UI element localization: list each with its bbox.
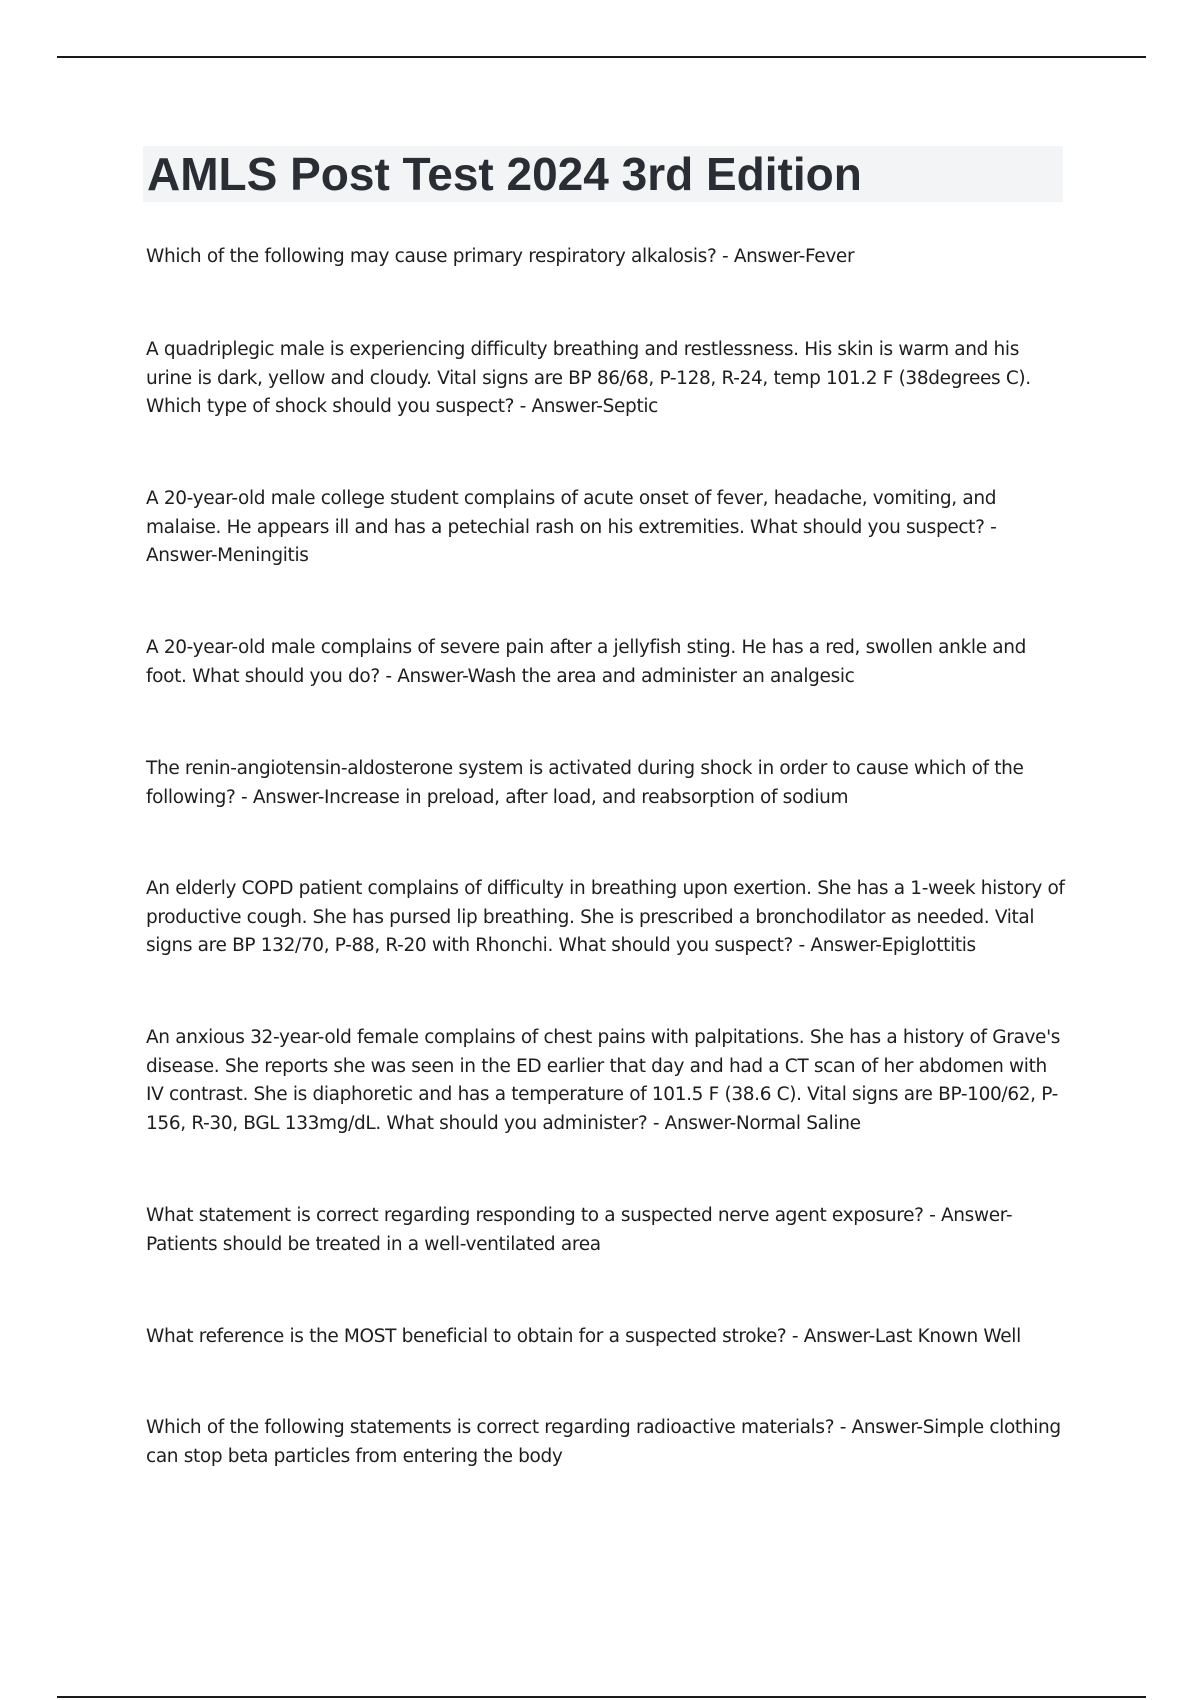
question-item-10: Which of the following statements is correct regarding radioactive materials? - Answer-Simple clothing can stop beta particles from entering the body — [146, 1417, 1061, 1467]
title-band — [143, 146, 1063, 202]
question-item-7: An anxious 32-year-old female complains of chest pains with palpitations. She has a history of Grave's disease. She reports she was seen in the ED earlier that day and had a CT scan of her abdomen with IV contrast. She is diaphoretic and has a temperature of 101.5 F (38.6 C). Vital signs are BP-100/62, P-156, R-30, BGL 133mg/dL. What should you administer? - Answer-Normal Saline — [146, 1027, 1061, 1134]
question-item-8: What statement is correct regarding responding to a suspected nerve agent exposure? - Answer-Patients should be treated in a well-ventilated area — [146, 1205, 1013, 1255]
question-item-1: Which of the following may cause primary respiratory alkalosis? - Answer-Fever — [146, 246, 855, 267]
document-title: AMLS Post Test 2024 3rd Edition — [147, 148, 862, 200]
question-item-3: A 20-year-old male college student complains of acute onset of fever, headache, vomiting, and malaise. He appears ill and has a petechial rash on his extremities. What should you suspect? - Answer-Meningitis — [146, 488, 997, 566]
question-item-6: An elderly COPD patient complains of difficulty in breathing upon exertion. She has a 1-week history of productive cough. She has pursed lip breathing. She is prescribed a bronchodilator as needed. Vital signs are BP 132/70, P-88, R-20 with Rhonchi. What should you suspect? - Answer-Epiglottitis — [146, 878, 1065, 956]
question-item-5: The renin-angiotensin-aldosterone system is activated during shock in order to cause which of the following? - Answer-Increase in preload, after load, and reabsorption of sodium — [146, 758, 1024, 808]
question-item-9: What reference is the MOST beneficial to obtain for a suspected stroke? - Answer-Last Known Well — [146, 1326, 1021, 1347]
footer-rule — [57, 1696, 1146, 1698]
header-rule — [57, 56, 1146, 58]
question-item-4: A 20-year-old male complains of severe pain after a jellyfish sting. He has a red, swollen ankle and foot. What should you do? - Answer-Wash the area and administer an analgesic — [146, 637, 1027, 687]
question-item-2: A quadriplegic male is experiencing difficulty breathing and restlessness. His skin is warm and his urine is dark, yellow and cloudy. Vital signs are BP 86/68, P-128, R-24, temp 101.2 F (38degrees C). Which type of shock should you suspect? - Answer-Septic — [146, 339, 1031, 417]
